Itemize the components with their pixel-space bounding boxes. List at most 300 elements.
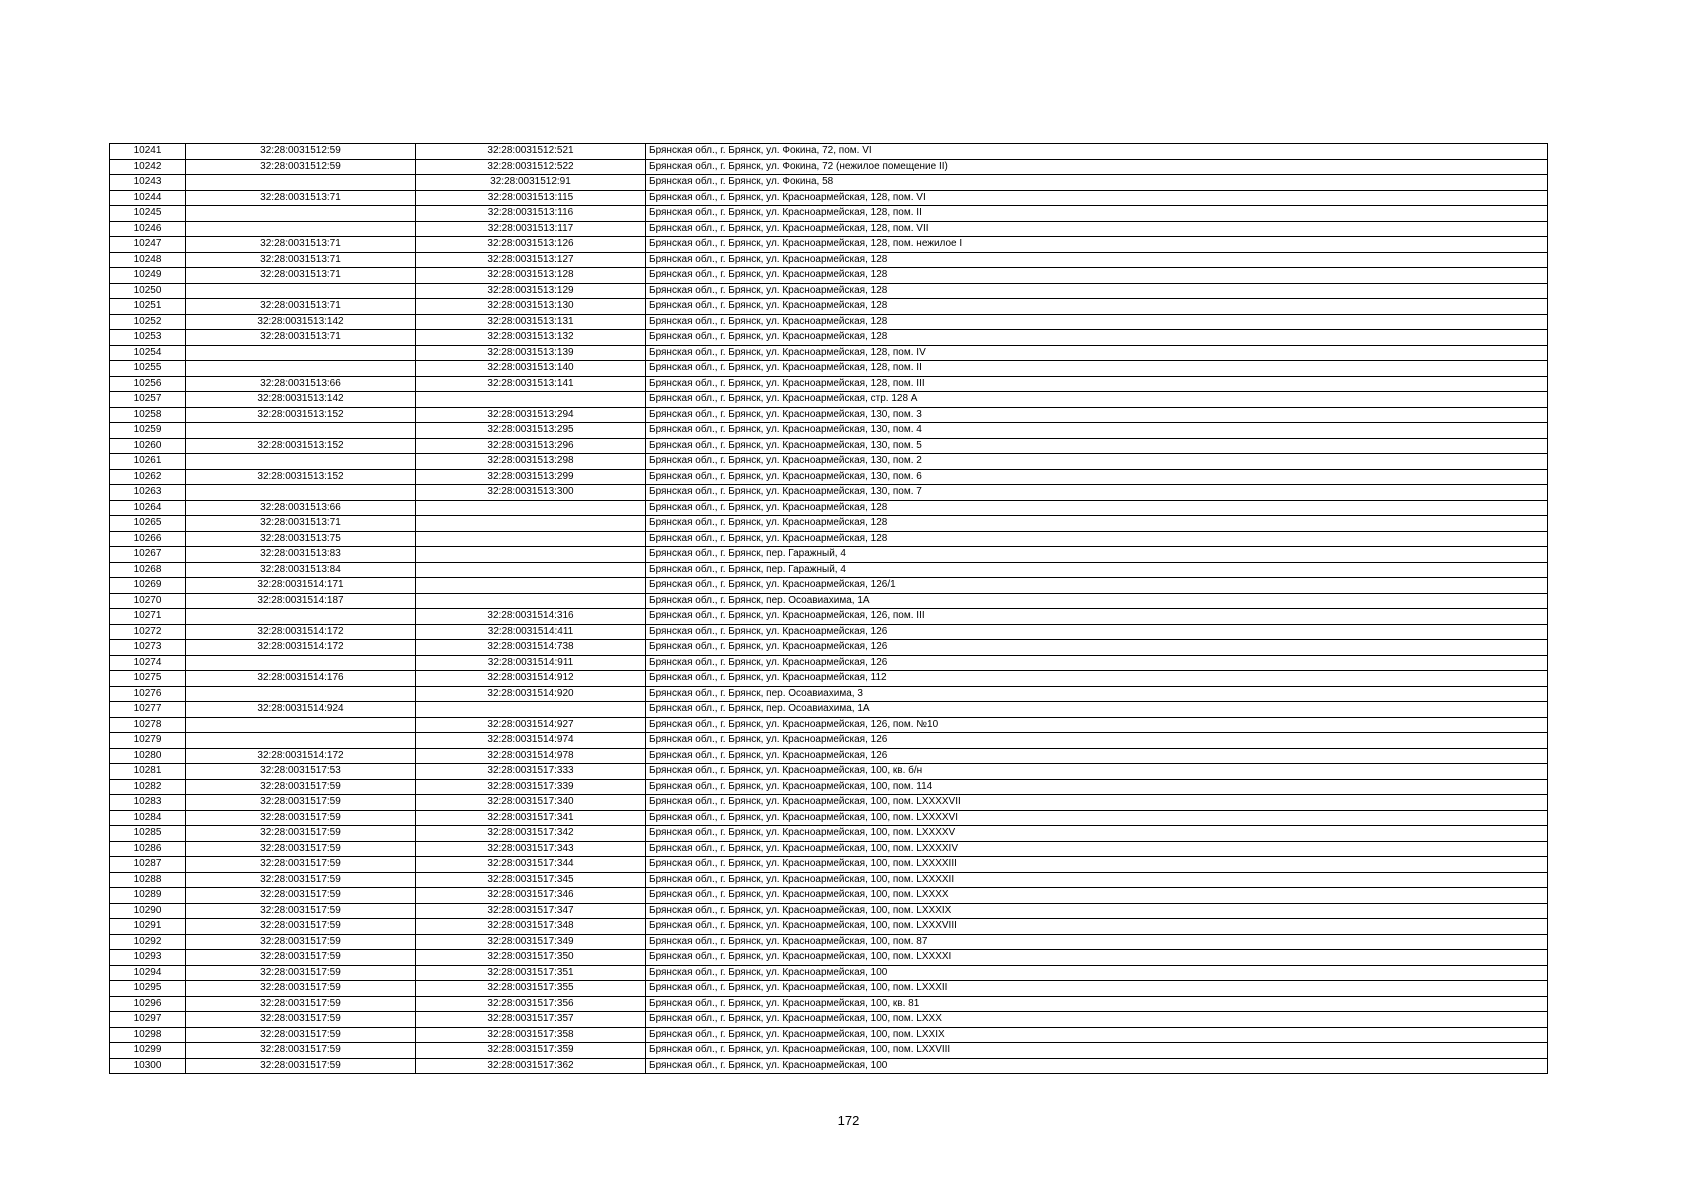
address-cell: Брянская обл., г. Брянск, ул. Красноармейская, 128 xyxy=(646,500,1548,516)
row-number-cell: 10275 xyxy=(110,671,186,687)
table-row xyxy=(110,392,1548,408)
land-cadastral-number-cell xyxy=(186,221,416,237)
table-row xyxy=(110,423,1548,439)
row-number-cell: 10262 xyxy=(110,469,186,485)
row-number-cell: 10259 xyxy=(110,423,186,439)
land-cadastral-number-cell: 32:28:0031513:71 xyxy=(186,237,416,253)
row-number-cell: 10276 xyxy=(110,686,186,702)
address-cell: Брянская обл., г. Брянск, ул. Красноармейская, 100, пом. LXXXXII xyxy=(646,872,1548,888)
address-cell: Брянская обл., г. Брянск, ул. Красноармейская, 100, пом. LXXXIX xyxy=(646,903,1548,919)
table-row xyxy=(110,857,1548,873)
table-row xyxy=(110,1058,1548,1074)
table-row xyxy=(110,531,1548,547)
row-number-cell: 10287 xyxy=(110,857,186,873)
table-row xyxy=(110,516,1548,532)
address-cell: Брянская обл., г. Брянск, ул. Красноармейская, 126 xyxy=(646,733,1548,749)
address-cell: Брянская обл., г. Брянск, ул. Красноармейская, 100, пом. LXXXX xyxy=(646,888,1548,904)
land-cadastral-number-cell: 32:28:0031513:71 xyxy=(186,330,416,346)
object-cadastral-number-cell: 32:28:0031513:295 xyxy=(416,423,646,439)
object-cadastral-number-cell: 32:28:0031513:128 xyxy=(416,268,646,284)
object-cadastral-number-cell: 32:28:0031517:351 xyxy=(416,965,646,981)
table-row xyxy=(110,314,1548,330)
address-cell: Брянская обл., г. Брянск, ул. Красноармейская, 100, пом. LXXXXIV xyxy=(646,841,1548,857)
land-cadastral-number-cell: 32:28:0031513:142 xyxy=(186,392,416,408)
land-cadastral-number-cell: 32:28:0031513:75 xyxy=(186,531,416,547)
row-number-cell: 10246 xyxy=(110,221,186,237)
land-cadastral-number-cell: 32:28:0031517:59 xyxy=(186,841,416,857)
object-cadastral-number-cell: 32:28:0031517:344 xyxy=(416,857,646,873)
address-cell: Брянская обл., г. Брянск, ул. Красноармейская, 100, пом. LXXXXVI xyxy=(646,810,1548,826)
address-cell: Брянская обл., г. Брянск, ул. Красноармейская, 100, пом. LXXXXI xyxy=(646,950,1548,966)
table-row xyxy=(110,1012,1548,1028)
table-row xyxy=(110,748,1548,764)
table-row xyxy=(110,640,1548,656)
object-cadastral-number-cell: 32:28:0031513:131 xyxy=(416,314,646,330)
table-row xyxy=(110,764,1548,780)
row-number-cell: 10294 xyxy=(110,965,186,981)
table-row xyxy=(110,547,1548,563)
table-row xyxy=(110,810,1548,826)
land-cadastral-number-cell: 32:28:0031517:59 xyxy=(186,872,416,888)
object-cadastral-number-cell: 32:28:0031513:139 xyxy=(416,345,646,361)
row-number-cell: 10292 xyxy=(110,934,186,950)
row-number-cell: 10263 xyxy=(110,485,186,501)
object-cadastral-number-cell: 32:28:0031517:333 xyxy=(416,764,646,780)
address-cell: Брянская обл., г. Брянск, ул. Красноармейская, 100 xyxy=(646,1058,1548,1074)
object-cadastral-number-cell: 32:28:0031517:350 xyxy=(416,950,646,966)
object-cadastral-number-cell: 32:28:0031513:298 xyxy=(416,454,646,470)
table-row xyxy=(110,268,1548,284)
land-cadastral-number-cell xyxy=(186,345,416,361)
object-cadastral-number-cell: 32:28:0031514:911 xyxy=(416,655,646,671)
table-row xyxy=(110,934,1548,950)
row-number-cell: 10285 xyxy=(110,826,186,842)
table-row xyxy=(110,144,1548,160)
address-cell: Брянская обл., г. Брянск, ул. Красноармейская, 100, пом. 87 xyxy=(646,934,1548,950)
land-cadastral-number-cell: 32:28:0031517:59 xyxy=(186,1043,416,1059)
address-cell: Брянская обл., г. Брянск, ул. Красноармейская, 100, пом. LXXXXIII xyxy=(646,857,1548,873)
object-cadastral-number-cell: 32:28:0031513:117 xyxy=(416,221,646,237)
row-number-cell: 10258 xyxy=(110,407,186,423)
row-number-cell: 10297 xyxy=(110,1012,186,1028)
address-cell: Брянская обл., г. Брянск, ул. Фокина, 72 (нежилое помещение II) xyxy=(646,159,1548,175)
address-cell: Брянская обл., г. Брянск, ул. Красноармейская, 128 xyxy=(646,314,1548,330)
object-cadastral-number-cell: 32:28:0031514:912 xyxy=(416,671,646,687)
object-cadastral-number-cell xyxy=(416,702,646,718)
address-cell: Брянская обл., г. Брянск, ул. Красноармейская, 100, пом. LXXXII xyxy=(646,981,1548,997)
land-cadastral-number-cell xyxy=(186,485,416,501)
land-cadastral-number-cell xyxy=(186,655,416,671)
row-number-cell: 10291 xyxy=(110,919,186,935)
land-cadastral-number-cell: 32:28:0031517:59 xyxy=(186,1012,416,1028)
table-row xyxy=(110,593,1548,609)
table-row xyxy=(110,454,1548,470)
object-cadastral-number-cell: 32:28:0031517:362 xyxy=(416,1058,646,1074)
land-cadastral-number-cell: 32:28:0031513:152 xyxy=(186,407,416,423)
row-number-cell: 10242 xyxy=(110,159,186,175)
land-cadastral-number-cell: 32:28:0031517:59 xyxy=(186,1027,416,1043)
address-cell: Брянская обл., г. Брянск, ул. Красноармейская, 128 xyxy=(646,268,1548,284)
row-number-cell: 10251 xyxy=(110,299,186,315)
object-cadastral-number-cell: 32:28:0031517:342 xyxy=(416,826,646,842)
table-row xyxy=(110,826,1548,842)
row-number-cell: 10260 xyxy=(110,438,186,454)
object-cadastral-number-cell xyxy=(416,500,646,516)
row-number-cell: 10281 xyxy=(110,764,186,780)
row-number-cell: 10280 xyxy=(110,748,186,764)
land-cadastral-number-cell xyxy=(186,361,416,377)
address-cell: Брянская обл., г. Брянск, ул. Красноармейская, 100, пом. LXXX xyxy=(646,1012,1548,1028)
row-number-cell: 10293 xyxy=(110,950,186,966)
object-cadastral-number-cell: 32:28:0031513:296 xyxy=(416,438,646,454)
object-cadastral-number-cell: 32:28:0031517:355 xyxy=(416,981,646,997)
table-row xyxy=(110,655,1548,671)
address-cell: Брянская обл., г. Брянск, ул. Красноармейская, 100, пом. LXXXVIII xyxy=(646,919,1548,935)
land-cadastral-number-cell xyxy=(186,454,416,470)
object-cadastral-number-cell: 32:28:0031513:300 xyxy=(416,485,646,501)
land-cadastral-number-cell: 32:28:0031513:152 xyxy=(186,469,416,485)
table-row xyxy=(110,578,1548,594)
table-row xyxy=(110,671,1548,687)
land-cadastral-number-cell: 32:28:0031517:59 xyxy=(186,950,416,966)
land-cadastral-number-cell: 32:28:0031513:66 xyxy=(186,376,416,392)
object-cadastral-number-cell: 32:28:0031513:141 xyxy=(416,376,646,392)
address-cell: Брянская обл., г. Брянск, ул. Красноармейская, 128, пом. IV xyxy=(646,345,1548,361)
land-cadastral-number-cell: 32:28:0031514:187 xyxy=(186,593,416,609)
object-cadastral-number-cell: 32:28:0031514:920 xyxy=(416,686,646,702)
land-cadastral-number-cell xyxy=(186,733,416,749)
object-cadastral-number-cell: 32:28:0031517:345 xyxy=(416,872,646,888)
object-cadastral-number-cell: 32:28:0031514:738 xyxy=(416,640,646,656)
row-number-cell: 10289 xyxy=(110,888,186,904)
table-row xyxy=(110,733,1548,749)
address-cell: Брянская обл., г. Брянск, ул. Красноармейская, 100, пом. LXXXXVII xyxy=(646,795,1548,811)
address-cell: Брянская обл., г. Брянск, ул. Красноармейская, 128, пом. VII xyxy=(646,221,1548,237)
address-cell: Брянская обл., г. Брянск, ул. Фокина, 58 xyxy=(646,175,1548,191)
table-row xyxy=(110,702,1548,718)
object-cadastral-number-cell: 32:28:0031514:316 xyxy=(416,609,646,625)
address-cell: Брянская обл., г. Брянск, ул. Красноармейская, 130, пом. 3 xyxy=(646,407,1548,423)
row-number-cell: 10253 xyxy=(110,330,186,346)
land-cadastral-number-cell: 32:28:0031517:59 xyxy=(186,888,416,904)
object-cadastral-number-cell: 32:28:0031513:140 xyxy=(416,361,646,377)
object-cadastral-number-cell: 32:28:0031517:356 xyxy=(416,996,646,1012)
land-cadastral-number-cell xyxy=(186,609,416,625)
table-row xyxy=(110,965,1548,981)
land-cadastral-number-cell: 32:28:0031512:59 xyxy=(186,144,416,160)
address-cell: Брянская обл., г. Брянск, ул. Красноармейская, 128, пом. VI xyxy=(646,190,1548,206)
object-cadastral-number-cell xyxy=(416,531,646,547)
land-cadastral-number-cell: 32:28:0031517:59 xyxy=(186,996,416,1012)
row-number-cell: 10300 xyxy=(110,1058,186,1074)
land-cadastral-number-cell: 32:28:0031513:142 xyxy=(186,314,416,330)
address-cell: Брянская обл., г. Брянск, ул. Красноармейская, 130, пом. 7 xyxy=(646,485,1548,501)
land-cadastral-number-cell: 32:28:0031514:172 xyxy=(186,640,416,656)
row-number-cell: 10261 xyxy=(110,454,186,470)
object-cadastral-number-cell: 32:28:0031513:126 xyxy=(416,237,646,253)
land-cadastral-number-cell: 32:28:0031517:59 xyxy=(186,810,416,826)
table-row xyxy=(110,779,1548,795)
land-cadastral-number-cell xyxy=(186,423,416,439)
object-cadastral-number-cell: 32:28:0031513:294 xyxy=(416,407,646,423)
address-cell: Брянская обл., г. Брянск, ул. Красноармейская, 128 xyxy=(646,252,1548,268)
address-cell: Брянская обл., г. Брянск, ул. Красноармейская, 128 xyxy=(646,516,1548,532)
object-cadastral-number-cell: 32:28:0031517:347 xyxy=(416,903,646,919)
table-row xyxy=(110,795,1548,811)
address-cell: Брянская обл., г. Брянск, ул. Красноармейская, 100, пом. LXXVIII xyxy=(646,1043,1548,1059)
table-row xyxy=(110,345,1548,361)
row-number-cell: 10249 xyxy=(110,268,186,284)
object-cadastral-number-cell xyxy=(416,547,646,563)
table-row xyxy=(110,237,1548,253)
table-row xyxy=(110,562,1548,578)
address-cell: Брянская обл., г. Брянск, пер. Осоавиахима, 3 xyxy=(646,686,1548,702)
land-cadastral-number-cell: 32:28:0031514:172 xyxy=(186,624,416,640)
row-number-cell: 10273 xyxy=(110,640,186,656)
object-cadastral-number-cell: 32:28:0031514:411 xyxy=(416,624,646,640)
land-cadastral-number-cell: 32:28:0031517:59 xyxy=(186,779,416,795)
table-row xyxy=(110,438,1548,454)
row-number-cell: 10257 xyxy=(110,392,186,408)
page-number: 172 xyxy=(837,1113,860,1128)
address-cell: Брянская обл., г. Брянск, пер. Осоавиахима, 1А xyxy=(646,702,1548,718)
address-cell: Брянская обл., г. Брянск, ул. Красноармейская, 128 xyxy=(646,299,1548,315)
table-row xyxy=(110,206,1548,222)
address-cell: Брянская обл., г. Брянск, ул. Красноармейская, 100 xyxy=(646,965,1548,981)
row-number-cell: 10286 xyxy=(110,841,186,857)
row-number-cell: 10267 xyxy=(110,547,186,563)
land-cadastral-number-cell: 32:28:0031517:59 xyxy=(186,857,416,873)
table-row xyxy=(110,330,1548,346)
row-number-cell: 10282 xyxy=(110,779,186,795)
object-cadastral-number-cell: 32:28:0031517:346 xyxy=(416,888,646,904)
row-number-cell: 10299 xyxy=(110,1043,186,1059)
table-row xyxy=(110,717,1548,733)
row-number-cell: 10278 xyxy=(110,717,186,733)
object-cadastral-number-cell xyxy=(416,516,646,532)
object-cadastral-number-cell: 32:28:0031512:522 xyxy=(416,159,646,175)
table-row xyxy=(110,888,1548,904)
table-row xyxy=(110,686,1548,702)
address-cell: Брянская обл., г. Брянск, ул. Красноармейская, 126, пом. III xyxy=(646,609,1548,625)
address-cell: Брянская обл., г. Брянск, ул. Красноармейская, 130, пом. 2 xyxy=(646,454,1548,470)
object-cadastral-number-cell xyxy=(416,392,646,408)
row-number-cell: 10264 xyxy=(110,500,186,516)
table-body xyxy=(110,144,1548,1074)
table-row xyxy=(110,872,1548,888)
address-cell: Брянская обл., г. Брянск, ул. Красноармейская, 112 xyxy=(646,671,1548,687)
address-cell: Брянская обл., г. Брянск, ул. Красноармейская, 128, пом. нежилое I xyxy=(646,237,1548,253)
row-number-cell: 10290 xyxy=(110,903,186,919)
row-number-cell: 10250 xyxy=(110,283,186,299)
object-cadastral-number-cell: 32:28:0031517:340 xyxy=(416,795,646,811)
object-cadastral-number-cell: 32:28:0031513:132 xyxy=(416,330,646,346)
table-row xyxy=(110,624,1548,640)
land-cadastral-number-cell: 32:28:0031513:71 xyxy=(186,190,416,206)
table-row xyxy=(110,609,1548,625)
row-number-cell: 10243 xyxy=(110,175,186,191)
row-number-cell: 10279 xyxy=(110,733,186,749)
land-cadastral-number-cell xyxy=(186,206,416,222)
row-number-cell: 10247 xyxy=(110,237,186,253)
row-number-cell: 10244 xyxy=(110,190,186,206)
object-cadastral-number-cell: 32:28:0031513:299 xyxy=(416,469,646,485)
object-cadastral-number-cell xyxy=(416,593,646,609)
address-cell: Брянская обл., г. Брянск, ул. Красноармейская, 100, пом. LXXXXV xyxy=(646,826,1548,842)
land-cadastral-number-cell: 32:28:0031517:59 xyxy=(186,826,416,842)
address-cell: Брянская обл., г. Брянск, ул. Красноармейская, 126 xyxy=(646,748,1548,764)
address-cell: Брянская обл., г. Брянск, ул. Красноармейская, 126 xyxy=(646,624,1548,640)
row-number-cell: 10296 xyxy=(110,996,186,1012)
address-cell: Брянская обл., г. Брянск, ул. Красноармейская, 128, пом. II xyxy=(646,206,1548,222)
land-cadastral-number-cell: 32:28:0031513:71 xyxy=(186,252,416,268)
land-cadastral-number-cell: 32:28:0031517:59 xyxy=(186,965,416,981)
table-row xyxy=(110,252,1548,268)
object-cadastral-number-cell: 32:28:0031517:343 xyxy=(416,841,646,857)
land-cadastral-number-cell: 32:28:0031517:53 xyxy=(186,764,416,780)
row-number-cell: 10298 xyxy=(110,1027,186,1043)
row-number-cell: 10288 xyxy=(110,872,186,888)
object-cadastral-number-cell: 32:28:0031517:357 xyxy=(416,1012,646,1028)
row-number-cell: 10270 xyxy=(110,593,186,609)
row-number-cell: 10284 xyxy=(110,810,186,826)
land-cadastral-number-cell: 32:28:0031512:59 xyxy=(186,159,416,175)
table-row xyxy=(110,283,1548,299)
land-cadastral-number-cell: 32:28:0031517:59 xyxy=(186,981,416,997)
address-cell: Брянская обл., г. Брянск, ул. Красноармейская, 130, пом. 4 xyxy=(646,423,1548,439)
land-cadastral-number-cell: 32:28:0031514:172 xyxy=(186,748,416,764)
address-cell: Брянская обл., г. Брянск, ул. Красноармейская, 100, кв. 81 xyxy=(646,996,1548,1012)
row-number-cell: 10295 xyxy=(110,981,186,997)
table-row xyxy=(110,190,1548,206)
address-cell: Брянская обл., г. Брянск, ул. Красноармейская, 126 xyxy=(646,655,1548,671)
row-number-cell: 10274 xyxy=(110,655,186,671)
table-row xyxy=(110,1043,1548,1059)
address-cell: Брянская обл., г. Брянск, ул. Красноармейская, 126 xyxy=(646,640,1548,656)
land-cadastral-number-cell: 32:28:0031513:71 xyxy=(186,268,416,284)
land-cadastral-number-cell xyxy=(186,717,416,733)
land-cadastral-number-cell: 32:28:0031514:176 xyxy=(186,671,416,687)
address-cell: Брянская обл., г. Брянск, ул. Красноармейская, 100, пом. 114 xyxy=(646,779,1548,795)
address-cell: Брянская обл., г. Брянск, ул. Красноармейская, 130, пом. 6 xyxy=(646,469,1548,485)
object-cadastral-number-cell xyxy=(416,562,646,578)
cadastral-table xyxy=(109,143,1548,1074)
address-cell: Брянская обл., г. Брянск, ул. Красноармейская, 128, пом. III xyxy=(646,376,1548,392)
land-cadastral-number-cell: 32:28:0031517:59 xyxy=(186,1058,416,1074)
row-number-cell: 10266 xyxy=(110,531,186,547)
land-cadastral-number-cell xyxy=(186,175,416,191)
table-row xyxy=(110,299,1548,315)
land-cadastral-number-cell: 32:28:0031513:66 xyxy=(186,500,416,516)
row-number-cell: 10269 xyxy=(110,578,186,594)
object-cadastral-number-cell: 32:28:0031517:349 xyxy=(416,934,646,950)
object-cadastral-number-cell: 32:28:0031513:116 xyxy=(416,206,646,222)
table-row xyxy=(110,919,1548,935)
row-number-cell: 10265 xyxy=(110,516,186,532)
object-cadastral-number-cell: 32:28:0031517:358 xyxy=(416,1027,646,1043)
object-cadastral-number-cell: 32:28:0031512:91 xyxy=(416,175,646,191)
table-row xyxy=(110,159,1548,175)
land-cadastral-number-cell: 32:28:0031513:83 xyxy=(186,547,416,563)
address-cell: Брянская обл., г. Брянск, ул. Красноармейская, 100, пом. LXXIX xyxy=(646,1027,1548,1043)
land-cadastral-number-cell xyxy=(186,686,416,702)
object-cadastral-number-cell: 32:28:0031514:978 xyxy=(416,748,646,764)
table-row xyxy=(110,175,1548,191)
table-row xyxy=(110,221,1548,237)
object-cadastral-number-cell: 32:28:0031513:127 xyxy=(416,252,646,268)
land-cadastral-number-cell: 32:28:0031513:71 xyxy=(186,299,416,315)
row-number-cell: 10254 xyxy=(110,345,186,361)
table-row xyxy=(110,1027,1548,1043)
object-cadastral-number-cell: 32:28:0031513:130 xyxy=(416,299,646,315)
land-cadastral-number-cell: 32:28:0031513:152 xyxy=(186,438,416,454)
row-number-cell: 10252 xyxy=(110,314,186,330)
land-cadastral-number-cell: 32:28:0031513:71 xyxy=(186,516,416,532)
address-cell: Брянская обл., г. Брянск, ул. Красноармейская, 100, кв. б/н xyxy=(646,764,1548,780)
address-cell: Брянская обл., г. Брянск, ул. Красноармейская, 128, пом. II xyxy=(646,361,1548,377)
table-row xyxy=(110,485,1548,501)
address-cell: Брянская обл., г. Брянск, ул. Красноармейская, стр. 128 А xyxy=(646,392,1548,408)
address-cell: Брянская обл., г. Брянск, ул. Красноармейская, 128 xyxy=(646,283,1548,299)
row-number-cell: 10255 xyxy=(110,361,186,377)
table-row xyxy=(110,407,1548,423)
address-cell: Брянская обл., г. Брянск, пер. Гаражный, 4 xyxy=(646,547,1548,563)
address-cell: Брянская обл., г. Брянск, ул. Красноармейская, 128 xyxy=(646,330,1548,346)
object-cadastral-number-cell xyxy=(416,578,646,594)
table-row xyxy=(110,903,1548,919)
row-number-cell: 10241 xyxy=(110,144,186,160)
land-cadastral-number-cell: 32:28:0031517:59 xyxy=(186,934,416,950)
land-cadastral-number-cell: 32:28:0031517:59 xyxy=(186,795,416,811)
address-cell: Брянская обл., г. Брянск, ул. Красноармейская, 126/1 xyxy=(646,578,1548,594)
address-cell: Брянская обл., г. Брянск, пер. Гаражный, 4 xyxy=(646,562,1548,578)
row-number-cell: 10256 xyxy=(110,376,186,392)
object-cadastral-number-cell: 32:28:0031514:974 xyxy=(416,733,646,749)
table-row xyxy=(110,376,1548,392)
land-cadastral-number-cell xyxy=(186,283,416,299)
table-row xyxy=(110,950,1548,966)
land-cadastral-number-cell: 32:28:0031514:171 xyxy=(186,578,416,594)
address-cell: Брянская обл., г. Брянск, ул. Красноармейская, 126, пом. №10 xyxy=(646,717,1548,733)
row-number-cell: 10283 xyxy=(110,795,186,811)
land-cadastral-number-cell: 32:28:0031517:59 xyxy=(186,903,416,919)
object-cadastral-number-cell: 32:28:0031512:521 xyxy=(416,144,646,160)
row-number-cell: 10268 xyxy=(110,562,186,578)
row-number-cell: 10272 xyxy=(110,624,186,640)
table-row xyxy=(110,996,1548,1012)
land-cadastral-number-cell: 32:28:0031517:59 xyxy=(186,919,416,935)
object-cadastral-number-cell: 32:28:0031513:115 xyxy=(416,190,646,206)
object-cadastral-number-cell: 32:28:0031513:129 xyxy=(416,283,646,299)
land-cadastral-number-cell: 32:28:0031513:84 xyxy=(186,562,416,578)
table-row xyxy=(110,469,1548,485)
row-number-cell: 10248 xyxy=(110,252,186,268)
object-cadastral-number-cell: 32:28:0031517:359 xyxy=(416,1043,646,1059)
table-row xyxy=(110,981,1548,997)
address-cell: Брянская обл., г. Брянск, пер. Осоавиахима, 1А xyxy=(646,593,1548,609)
object-cadastral-number-cell: 32:28:0031517:341 xyxy=(416,810,646,826)
land-cadastral-number-cell: 32:28:0031514:924 xyxy=(186,702,416,718)
address-cell: Брянская обл., г. Брянск, ул. Фокина, 72, пом. VI xyxy=(646,144,1548,160)
object-cadastral-number-cell: 32:28:0031517:348 xyxy=(416,919,646,935)
row-number-cell: 10271 xyxy=(110,609,186,625)
table-row xyxy=(110,361,1548,377)
row-number-cell: 10277 xyxy=(110,702,186,718)
address-cell: Брянская обл., г. Брянск, ул. Красноармейская, 128 xyxy=(646,531,1548,547)
table-row xyxy=(110,500,1548,516)
address-cell: Брянская обл., г. Брянск, ул. Красноармейская, 130, пом. 5 xyxy=(646,438,1548,454)
object-cadastral-number-cell: 32:28:0031514:927 xyxy=(416,717,646,733)
